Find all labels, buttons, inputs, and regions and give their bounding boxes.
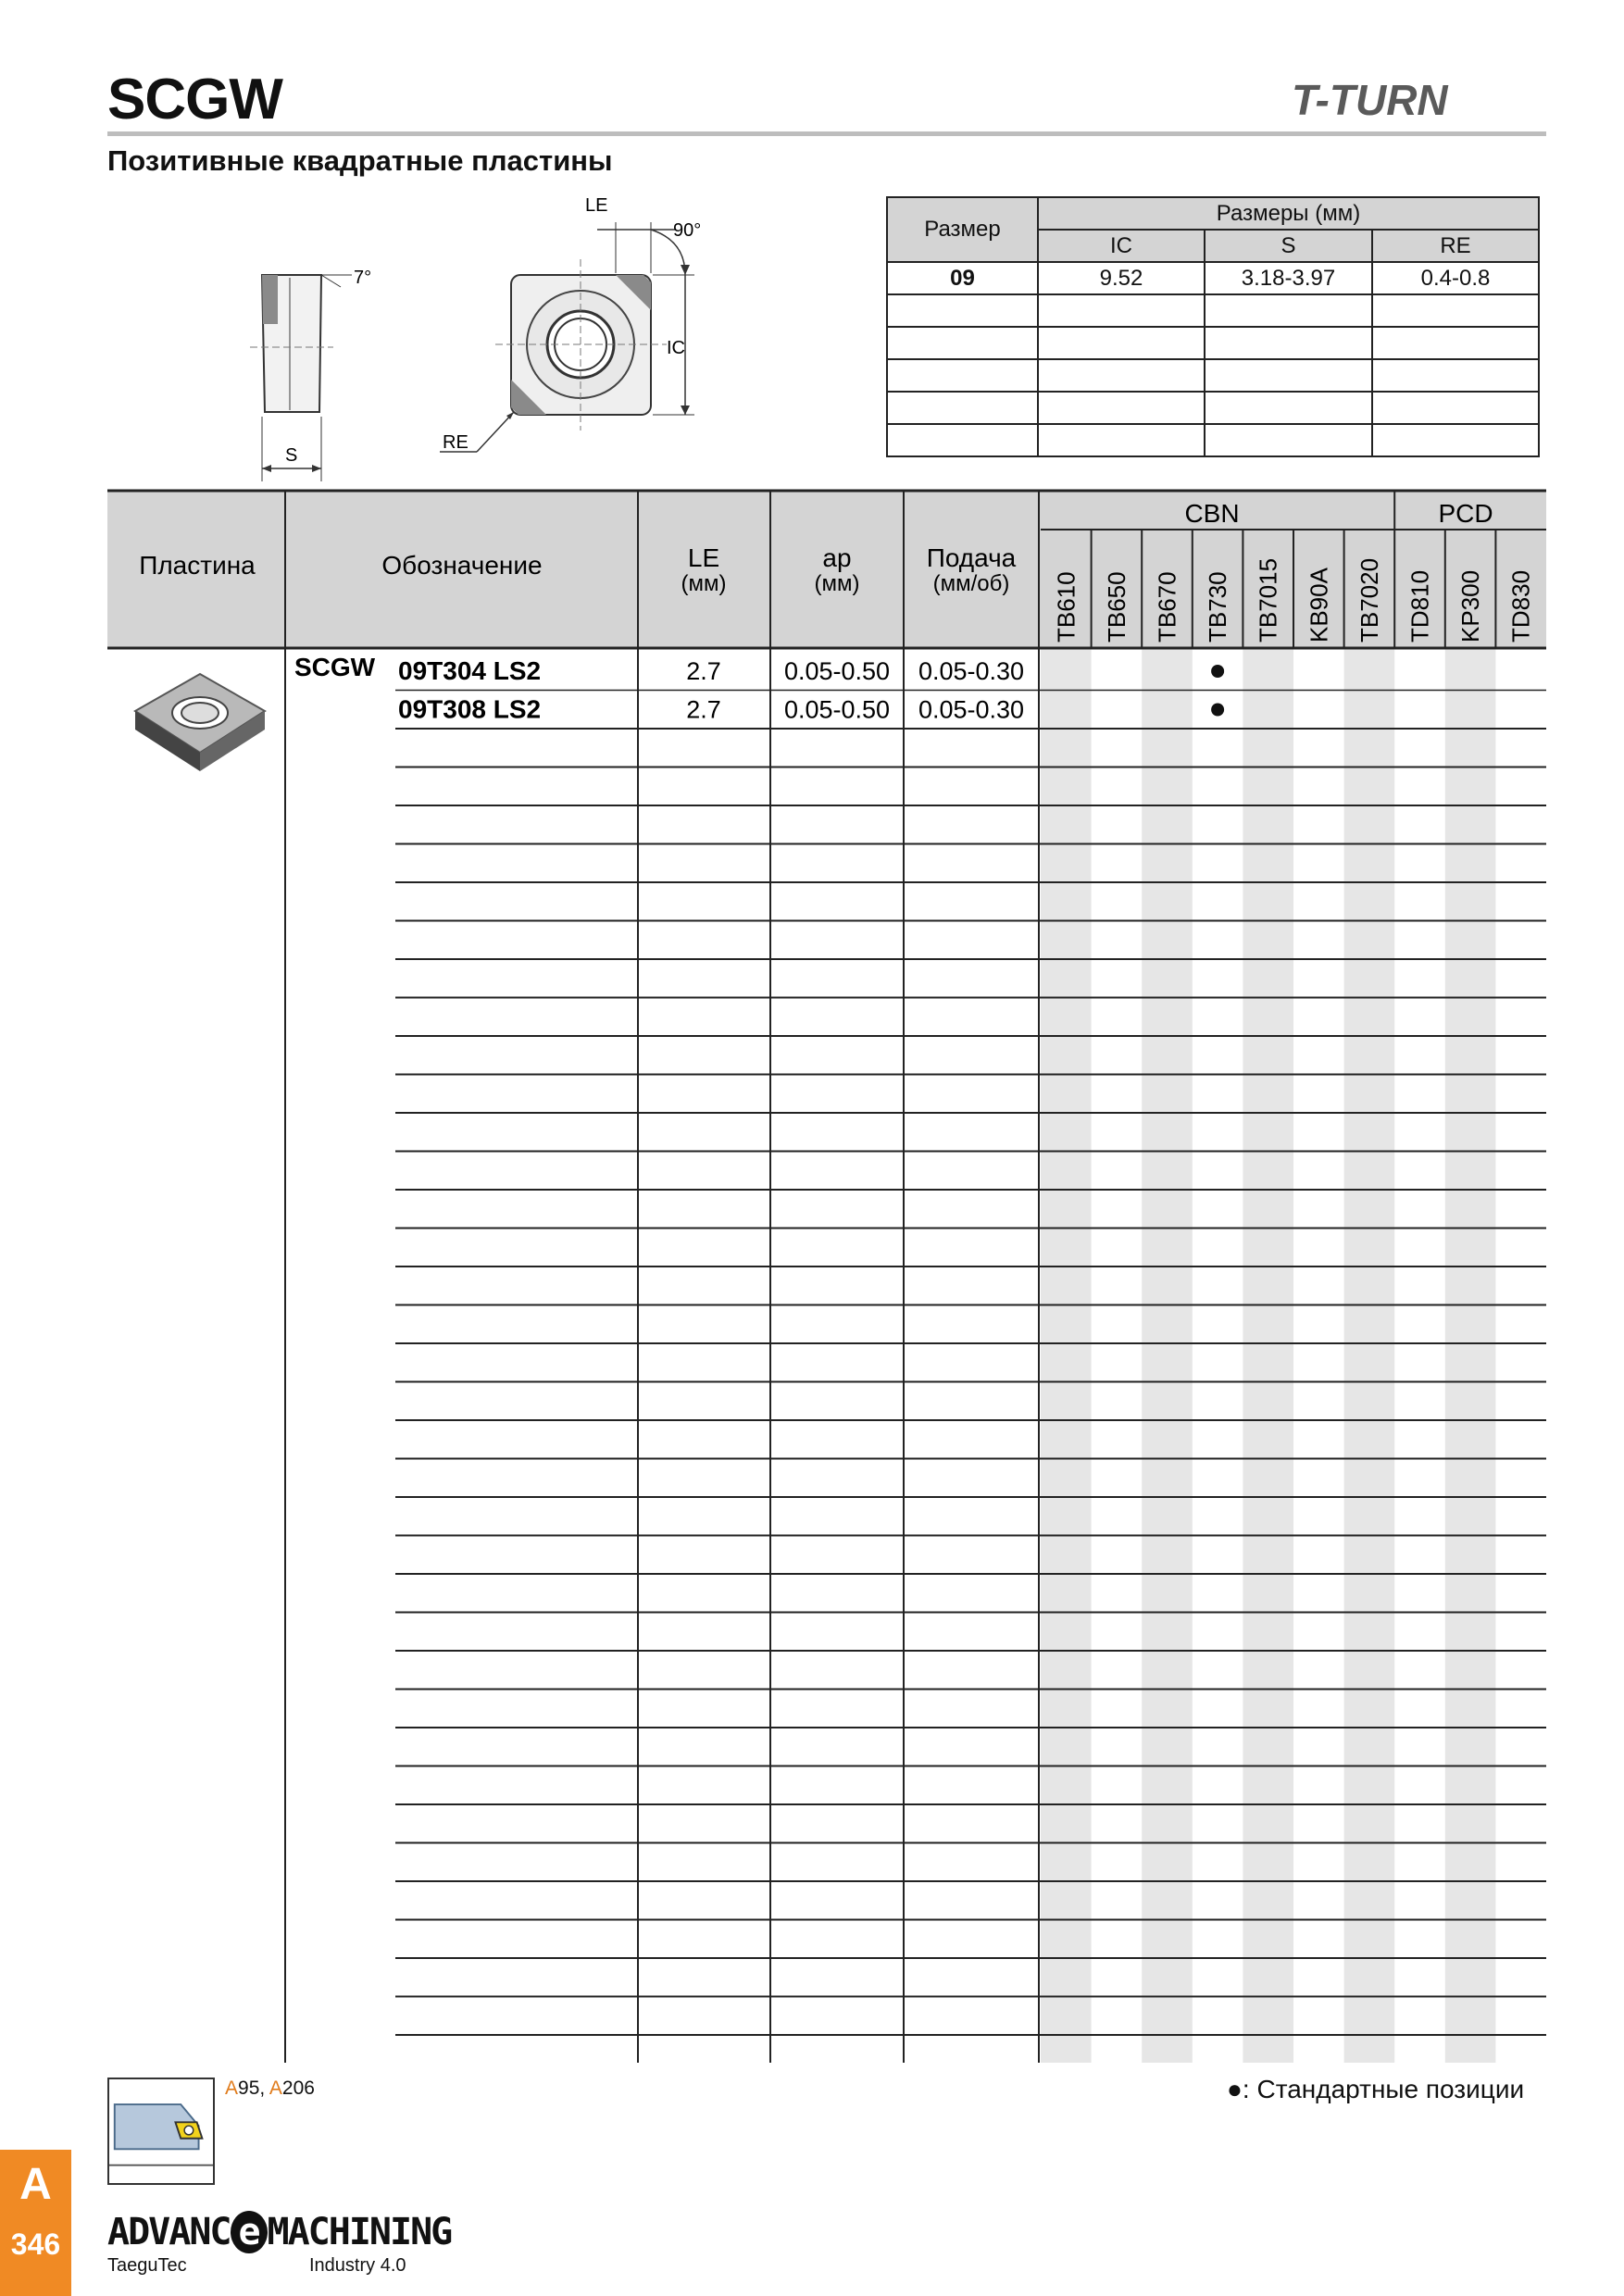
sizes-table <box>886 196 1540 457</box>
angle-corner-label: 90° <box>673 220 702 241</box>
grade-label: TB7015 <box>1254 557 1282 643</box>
top-view-diagram <box>440 195 701 453</box>
grade-label: TB730 <box>1204 571 1232 643</box>
turning-tool-icon <box>109 2079 213 2183</box>
t-turn-logo <box>1292 72 1551 128</box>
insert-header: Пластина <box>139 551 256 580</box>
re-value: 0.4-0.8 <box>1372 262 1539 294</box>
size-header: Размер <box>887 197 1038 262</box>
section-tab-letter: A <box>19 2160 52 2209</box>
ref-number[interactable]: 206 <box>281 2078 315 2099</box>
ic-label: IC <box>667 338 685 358</box>
grade-stripe <box>1041 648 1092 2063</box>
ap-cell: 0.05-0.50 <box>783 695 891 724</box>
size-value: 09 <box>887 262 1038 294</box>
angle-side-label: 7° <box>354 268 372 288</box>
size-empty-row <box>887 424 1539 456</box>
standard-dot-icon <box>1211 665 1224 678</box>
feed-cell: 0.05-0.30 <box>918 657 1025 685</box>
table-grid <box>107 491 1546 2063</box>
le-header: LE <box>687 543 720 572</box>
cbn-group-header: CBN <box>1184 499 1240 528</box>
col-re-header: RE <box>1372 230 1539 262</box>
grade-stripe <box>1142 648 1193 2063</box>
ap-header: ap <box>822 543 852 572</box>
designation-header: Обозначение <box>381 551 543 580</box>
grade-label: TB610 <box>1052 571 1081 643</box>
size-empty-row <box>887 294 1539 327</box>
feed-cell: 0.05-0.30 <box>918 695 1025 724</box>
page-references: A95, A206 <box>225 2078 315 2099</box>
grade-label: TB670 <box>1153 571 1181 643</box>
designation-cell: 09T304 LS2 <box>398 656 542 685</box>
feed-unit-header: (мм/об) <box>932 571 1010 596</box>
logo-text: T-TURN <box>1292 76 1448 124</box>
grade-label: TB650 <box>1102 571 1131 643</box>
size-empty-row <box>887 392 1539 424</box>
grade-stripe <box>1243 648 1293 2063</box>
section-tab[interactable] <box>0 2150 71 2296</box>
ic-value: 9.52 <box>1038 262 1205 294</box>
side-view-diagram <box>250 268 371 481</box>
grade-label: TD830 <box>1506 569 1535 643</box>
designation-cell: 09T308 LS2 <box>398 694 542 724</box>
page-subtitle: Позитивные квадратные пластины <box>107 144 613 177</box>
brand-main-text <box>107 2211 451 2253</box>
title-rule <box>107 131 1546 136</box>
brand-sub-right: Industry 4.0 <box>309 2255 406 2276</box>
legend-text: : Стандартные позиции <box>1242 2075 1525 2103</box>
family-label: SCGW <box>294 653 376 681</box>
brand-right: MACHINING <box>267 2211 452 2253</box>
le-label: LE <box>585 195 608 216</box>
le-cell: 2.7 <box>686 695 721 724</box>
grade-label: TD810 <box>1405 569 1434 643</box>
insert-thumbnail <box>135 674 265 771</box>
ref-number[interactable]: 95 <box>238 2078 260 2099</box>
brand-e-icon: e <box>231 2211 268 2253</box>
size-empty-row <box>887 359 1539 392</box>
table-row <box>398 656 1224 685</box>
feed-header: Подача <box>926 543 1017 572</box>
legend-dot-icon: ● <box>1227 2075 1243 2103</box>
page-title: SCGW <box>107 68 282 131</box>
re-label: RE <box>443 432 468 453</box>
size-empty-row <box>887 327 1539 359</box>
col-s-header: S <box>1205 230 1372 262</box>
le-unit-header: (мм) <box>681 571 727 596</box>
ap-unit-header: (мм) <box>814 571 860 596</box>
le-cell: 2.7 <box>686 657 721 685</box>
ref-letter: A <box>269 2078 282 2099</box>
application-icon-box <box>107 2078 215 2185</box>
advance-machining-logo <box>107 2211 452 2276</box>
s-value: 3.18-3.97 <box>1205 262 1372 294</box>
ref-letter: A <box>225 2078 239 2099</box>
grade-label: TB7020 <box>1355 557 1383 643</box>
brand-sub-left: TaeguTec <box>107 2255 187 2276</box>
grade-label: KP300 <box>1456 569 1485 643</box>
grade-stripe <box>1344 648 1395 2063</box>
brand-left: ADVANC <box>107 2211 231 2253</box>
standard-dot-icon <box>1211 704 1224 717</box>
insert-diagrams <box>231 185 787 481</box>
col-ic-header: IC <box>1038 230 1205 262</box>
size-row <box>887 262 1539 294</box>
grade-stripes <box>1041 648 1495 2063</box>
table-row <box>398 695 1224 724</box>
dims-header: Размеры (мм) <box>1038 197 1539 230</box>
grade-stripe <box>1445 648 1496 2063</box>
legend <box>1227 2075 1524 2104</box>
s-label: S <box>285 445 298 466</box>
page-number: 346 <box>10 2227 61 2261</box>
grades-table <box>107 489 1546 2063</box>
ap-cell: 0.05-0.50 <box>783 657 891 685</box>
grade-label: KB90A <box>1305 568 1333 643</box>
pcd-group-header: PCD <box>1438 499 1493 528</box>
